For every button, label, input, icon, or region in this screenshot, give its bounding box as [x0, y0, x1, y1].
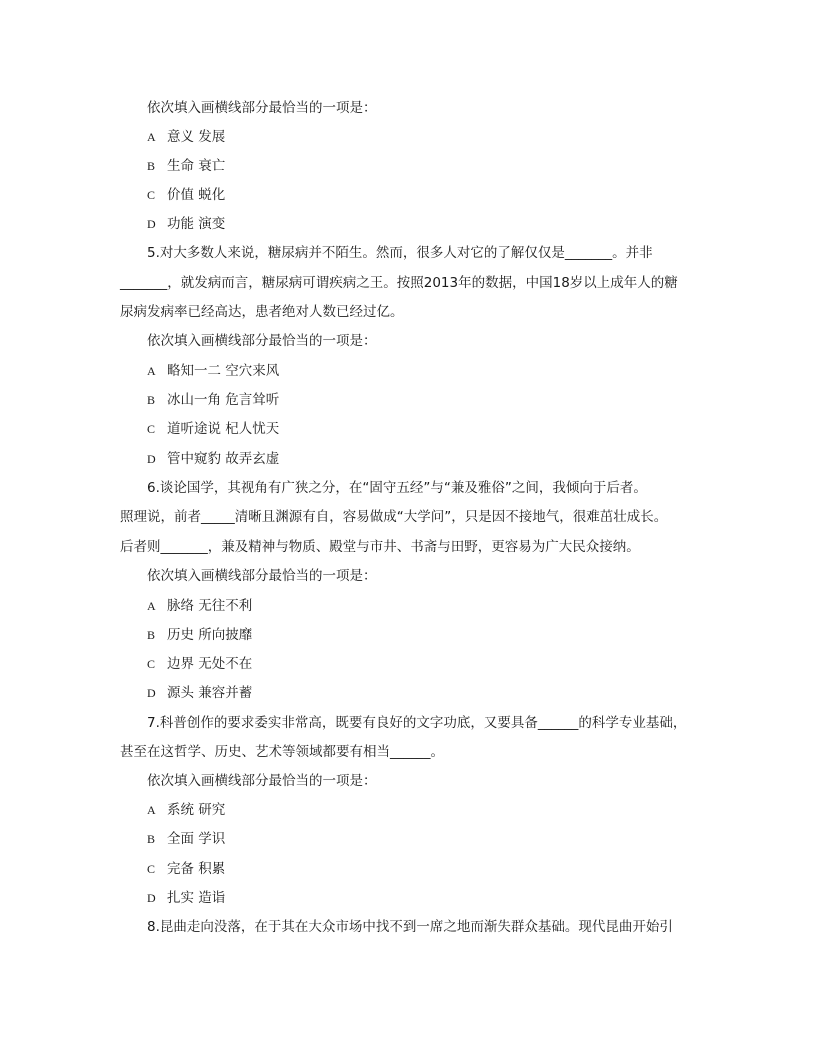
option-d: D 源头 兼容并蓄	[147, 685, 253, 701]
option-a: A 系统 研究	[147, 802, 226, 818]
question-7-line-2: 甚至在这哲学、历史、艺术等领域都要有相当______。	[120, 744, 444, 760]
option-b: B 冰山一角 危言耸听	[147, 392, 280, 408]
question-6-line-3: 后者则_______，兼及精神与物质、殿堂与市井、书斋与田野，更容易为广大民众接纳。	[120, 539, 640, 555]
question-prompt: 依次填入画横线部分最恰当的一项是：	[147, 100, 377, 116]
option-c: C 完备 积累	[147, 861, 226, 877]
option-d: D 扎实 造诣	[147, 890, 226, 906]
question-6-line-1: 6.谈论国学，其视角有广狭之分，在“固守五经”与“兼及雅俗”之间，我倾向于后者。	[147, 480, 647, 496]
question-6-line-2: 照理说，前者_____清晰且渊源有自，容易做成“大学问”，只是因不接地气，很难茁壮成长。	[120, 509, 668, 525]
question-8-line-1: 8.昆曲走向没落，在于其在大众市场中找不到一席之地而渐失群众基础。现代昆曲开始引	[147, 919, 673, 935]
option-c: C 边界 无处不在	[147, 656, 253, 672]
option-d: D 管中窥豹 故弄玄虚	[147, 451, 280, 467]
question-prompt: 依次填入画横线部分最恰当的一项是：	[147, 773, 377, 789]
question-prompt: 依次填入画横线部分最恰当的一项是：	[147, 568, 377, 584]
option-b: B 历史 所向披靡	[147, 627, 253, 643]
option-c: C 价值 蜕化	[147, 187, 226, 203]
question-5-line-2: _______，就发病而言，糖尿病可谓疾病之王。按照2013年的数据，中国18岁以上成年人的糖	[120, 275, 678, 291]
option-d: D 功能 演变	[147, 216, 226, 232]
option-c: C 道听途说 杞人忧天	[147, 421, 280, 437]
question-5-line-3: 尿病发病率已经高达，患者绝对人数已经过亿。	[120, 304, 404, 320]
option-b: B 全面 学识	[147, 831, 226, 847]
option-a: A 意义 发展	[147, 129, 226, 145]
option-a: A 略知一二 空穴来风	[147, 363, 280, 379]
question-5-line-1: 5.对大多数人来说，糖尿病并不陌生。然而，很多人对它的了解仅仅是_______。并非	[147, 245, 653, 261]
question-prompt: 依次填入画横线部分最恰当的一项是：	[147, 333, 377, 349]
option-b: B 生命 衰亡	[147, 158, 226, 174]
option-a: A 脉络 无往不利	[147, 598, 253, 614]
question-7-line-1: 7.科普创作的要求委实非常高，既要有良好的文字功底，又要具备______的科学专业基础，	[147, 715, 687, 731]
